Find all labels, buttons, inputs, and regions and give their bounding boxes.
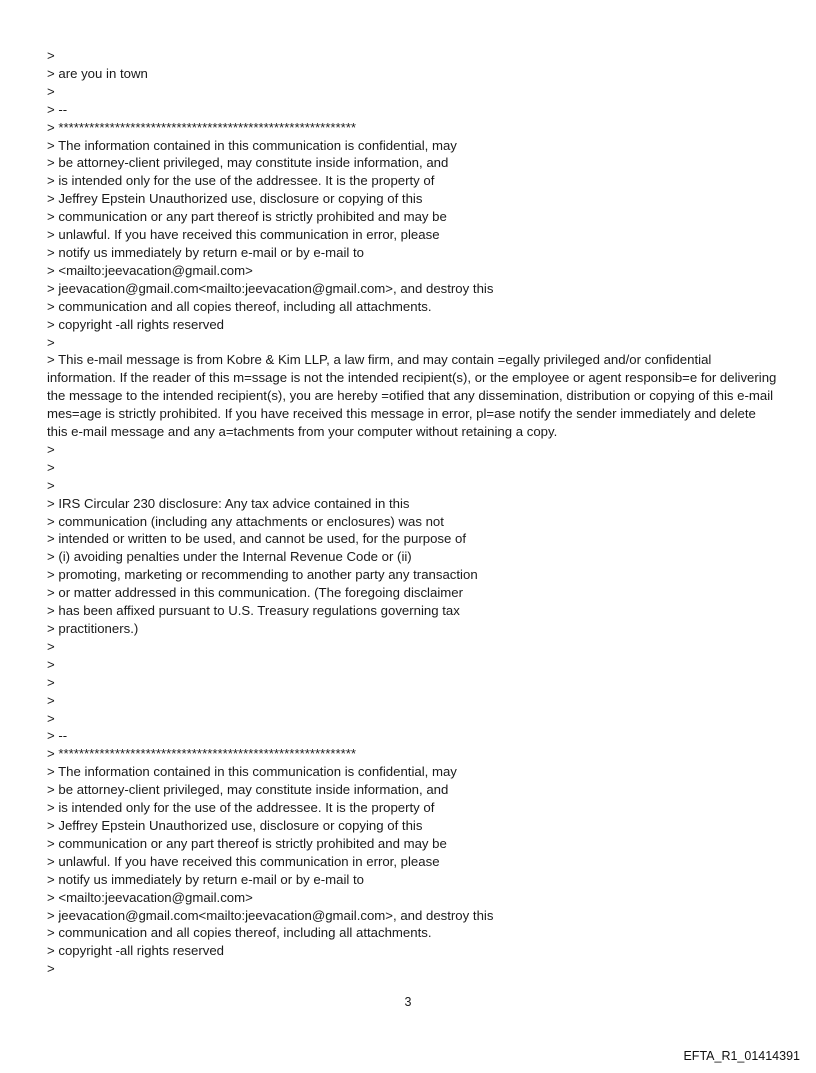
email-line: > The information contained in this communication is confidential, may	[47, 764, 457, 780]
email-line: >	[47, 710, 55, 726]
email-line: > jeevacation@gmail.com<mailto:jeevacation@gmail.com>, and destroy this	[47, 280, 494, 296]
email-line: > is intended only for the use of the addressee. It is the property of	[47, 173, 435, 189]
email-line: > <mailto:jeevacation@gmail.com>	[47, 889, 253, 905]
email-line: >	[47, 48, 55, 63]
email-line: > is intended only for the use of the addressee. It is the property of	[47, 800, 435, 816]
email-line: > be attorney-client privileged, may constitute inside information, and	[47, 155, 449, 171]
email-line: > --	[47, 728, 68, 744]
email-line: > communication and all copies thereof, including all attachments.	[47, 925, 432, 941]
email-line: > are you in town	[47, 65, 148, 81]
email-line: > Jeffrey Epstein Unauthorized use, disclosure or copying of this	[47, 817, 423, 833]
document-id: EFTA_R1_01414391	[683, 1049, 800, 1063]
email-line: >	[47, 477, 55, 493]
email-line: >	[47, 441, 55, 457]
email-line: > copyright -all rights reserved	[47, 943, 225, 959]
email-line: > **********************************************************	[47, 746, 357, 762]
email-line: > or matter addressed in this communication. (The foregoing disclaimer	[47, 585, 463, 601]
email-line: > <mailto:jeevacation@gmail.com>	[47, 262, 253, 278]
email-line: > communication and all copies thereof, including all attachments.	[47, 298, 432, 314]
email-line: > communication or any part thereof is strictly prohibited and may be	[47, 209, 447, 225]
email-line: > intended or written to be used, and cannot be used, for the purpose of	[47, 531, 466, 547]
email-line: >	[47, 674, 55, 690]
page-number: 3	[404, 995, 412, 1009]
email-body	[47, 47, 777, 978]
email-line: > The information contained in this communication is confidential, may	[47, 137, 457, 153]
email-line: > be attorney-client privileged, may constitute inside information, and	[47, 782, 449, 798]
email-line: > jeevacation@gmail.com<mailto:jeevacation@gmail.com>, and destroy this	[47, 907, 494, 923]
email-line: > notify us immediately by return e-mail or by e-mail to	[47, 871, 364, 887]
email-line: >	[47, 961, 55, 977]
email-line: > (i) avoiding penalties under the Internal Revenue Code or (ii)	[47, 549, 412, 565]
email-line: >	[47, 656, 55, 672]
email-line: > **********************************************************	[47, 119, 357, 135]
email-line: > --	[47, 101, 68, 117]
email-line: >	[47, 334, 55, 350]
email-line: > practitioners.)	[47, 621, 139, 636]
email-line: > promoting, marketing or recommending to another party any transaction	[47, 567, 478, 583]
email-line: >	[47, 692, 55, 708]
email-line: > communication (including any attachments or enclosures) was not	[47, 513, 444, 529]
email-line: > IRS Circular 230 disclosure: Any tax advice contained in this	[47, 495, 410, 511]
email-line: > copyright -all rights reserved	[47, 316, 225, 332]
email-line: > Jeffrey Epstein Unauthorized use, disclosure or copying of this	[47, 191, 423, 207]
email-line: >	[47, 638, 55, 654]
email-line: > unlawful. If you have received this communication in error, please	[47, 853, 440, 869]
email-line: > communication or any part thereof is strictly prohibited and may be	[47, 835, 447, 851]
email-line: > has been affixed pursuant to U.S. Treasury regulations governing tax	[47, 603, 460, 619]
email-paragraph: > This e-mail message is from Kobre & Kim LLP, a law firm, and may contain =egally privileged and/or confidential information. If the reader of this m=ssage is not the intended recipient(s), or the employee or agent responsib=e for delivering the message to the intended recipient(s), you are hereby =otified that any dissemination, distribution or copying of this e-mail mes=age is strictly prohibited. If you have received this message in error, pl=ase notify the sender immediately and delete this e-mail message and any a=tachments from your computer without retaining a copy.	[47, 352, 777, 440]
email-line: > notify us immediately by return e-mail or by e-mail to	[47, 244, 364, 260]
email-line: > unlawful. If you have received this communication in error, please	[47, 227, 440, 243]
email-line: >	[47, 83, 55, 99]
email-line: >	[47, 459, 55, 475]
